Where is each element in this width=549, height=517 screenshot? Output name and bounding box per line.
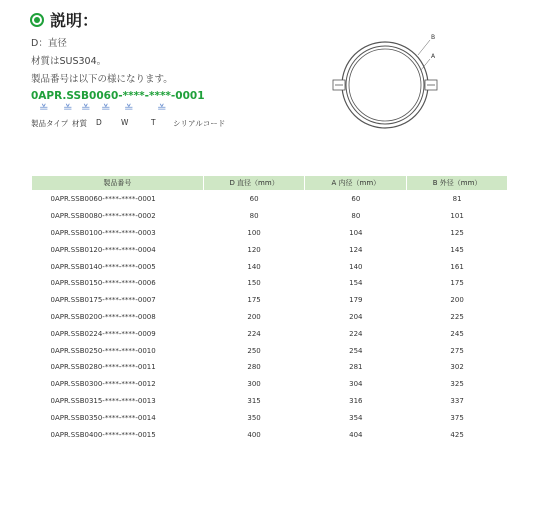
cell-diameter: 350 [247,413,261,422]
table-row [32,376,508,393]
cell-inner-diameter: 254 [349,346,363,355]
cell-inner-diameter: 304 [349,380,363,389]
cell-inner-diameter: 204 [349,312,363,321]
cell-inner-diameter: 354 [349,413,363,422]
header-outer-diameter: B 外径（mm） [407,176,508,191]
leader-line-b [418,40,430,55]
cell-inner-diameter: 124 [349,245,363,254]
chevron-down-icon: ≚ [156,104,167,114]
header-inner-diameter: A 内径（mm） [305,176,407,191]
cell-outer-diameter: 161 [450,262,464,271]
middle-ring [346,46,424,124]
cell-diameter: 300 [247,380,261,389]
clamp-diagram [330,30,450,130]
spec-table [31,175,508,443]
cell-outer-diameter: 375 [450,413,464,422]
cell-diameter: 400 [247,430,261,439]
chevron-down-icon: ≚ [100,104,111,114]
bullet-circle-icon [30,13,44,27]
inner-ring [349,49,421,121]
code-part-t: T [151,118,156,127]
product-code-example: 0APR.SSB0060-****-****-0001 [31,90,205,102]
cell-product-number: 0APR.SSB0120-****-****-0004 [50,245,156,254]
cell-inner-diameter: 80 [351,212,361,221]
cell-product-number: 0APR.SSB0300-****-****-0012 [50,380,156,389]
table-row [32,393,508,410]
cell-diameter: 250 [247,346,261,355]
desc-line-diameter: D：直径 [31,38,67,49]
chevron-down-icon: ≚ [62,104,73,114]
cell-diameter: 280 [247,363,261,372]
chevron-down-icon: ≚ [123,104,134,114]
desc-line-material: 材質はSUS304。 [31,56,107,67]
cell-product-number: 0APR.SSB0150-****-****-0006 [50,279,156,288]
cell-inner-diameter: 60 [351,195,361,204]
table-row [32,342,508,359]
cell-diameter: 60 [249,195,259,204]
table-row [32,208,508,225]
cell-outer-diameter: 225 [450,312,464,321]
header-product-number: 製品番号 [32,176,204,191]
desc-line-code-intro: 製品番号は以下の様になります。 [31,74,173,85]
cell-inner-diameter: 140 [349,262,363,271]
cell-diameter: 100 [247,228,261,237]
table-row [32,275,508,292]
table-row [32,258,508,275]
table-row [32,191,508,208]
label-a: A [431,53,436,60]
cell-inner-diameter: 404 [349,430,363,439]
cell-product-number: 0APR.SSB0100-****-****-0003 [50,228,156,237]
section-title [30,8,98,31]
cell-outer-diameter: 125 [450,228,464,237]
code-part-serial: シリアルコード [173,119,226,128]
cell-product-number: 0APR.SSB0140-****-****-0005 [50,262,156,271]
cell-outer-diameter: 175 [450,279,464,288]
table-row [32,292,508,309]
cell-inner-diameter: 316 [349,396,363,405]
table-row [32,325,508,342]
cell-diameter: 80 [249,212,259,221]
cell-inner-diameter: 281 [349,363,363,372]
cell-inner-diameter: 154 [349,279,363,288]
cell-product-number: 0APR.SSB0200-****-****-0008 [50,312,156,321]
cell-diameter: 200 [247,312,261,321]
table-row [32,241,508,258]
table-row [32,409,508,426]
cell-outer-diameter: 337 [450,396,464,405]
section-title-text: 説明： [50,11,99,30]
cell-outer-diameter: 275 [450,346,464,355]
table-row [32,359,508,376]
cell-product-number: 0APR.SSB0400-****-****-0015 [50,430,156,439]
header-diameter: D 直径（mm） [203,176,305,191]
cell-outer-diameter: 325 [450,380,464,389]
label-b: B [431,34,436,41]
cell-diameter: 120 [247,245,261,254]
cell-product-number: 0APR.SSB0250-****-****-0010 [50,346,156,355]
outer-ring [342,42,428,128]
chevron-down-icon: ≚ [38,104,49,114]
cell-outer-diameter: 145 [450,245,464,254]
cell-outer-diameter: 101 [450,212,464,221]
cell-product-number: 0APR.SSB0315-****-****-0013 [50,396,156,405]
cell-outer-diameter: 81 [452,195,462,204]
cell-diameter: 224 [247,329,261,338]
table-row [32,225,508,242]
cell-inner-diameter: 104 [349,228,363,237]
table-row [32,426,508,443]
cell-outer-diameter: 200 [450,296,464,305]
cell-outer-diameter: 425 [450,430,464,439]
cell-product-number: 0APR.SSB0060-****-****-0001 [50,195,156,204]
code-part-type: 製品タイプ [31,119,69,128]
cell-product-number: 0APR.SSB0280-****-****-0011 [50,363,156,372]
cell-diameter: 315 [247,396,261,405]
code-part-d: D [96,118,102,127]
cell-diameter: 150 [247,279,261,288]
cell-product-number: 0APR.SSB0350-****-****-0014 [50,413,156,422]
cell-outer-diameter: 302 [450,363,464,372]
code-part-w: W [121,118,129,127]
cell-outer-diameter: 245 [450,329,464,338]
table-header-row [32,176,508,191]
code-part-material: 材質 [72,119,87,128]
chevron-down-icon: ≚ [80,104,91,114]
cell-inner-diameter: 179 [349,296,363,305]
cell-inner-diameter: 224 [349,329,363,338]
cell-diameter: 175 [247,296,261,305]
table-row [32,309,508,326]
cell-product-number: 0APR.SSB0224-****-****-0009 [50,329,156,338]
cell-product-number: 0APR.SSB0080-****-****-0002 [50,212,156,221]
cell-diameter: 140 [247,262,261,271]
cell-product-number: 0APR.SSB0175-****-****-0007 [50,296,156,305]
